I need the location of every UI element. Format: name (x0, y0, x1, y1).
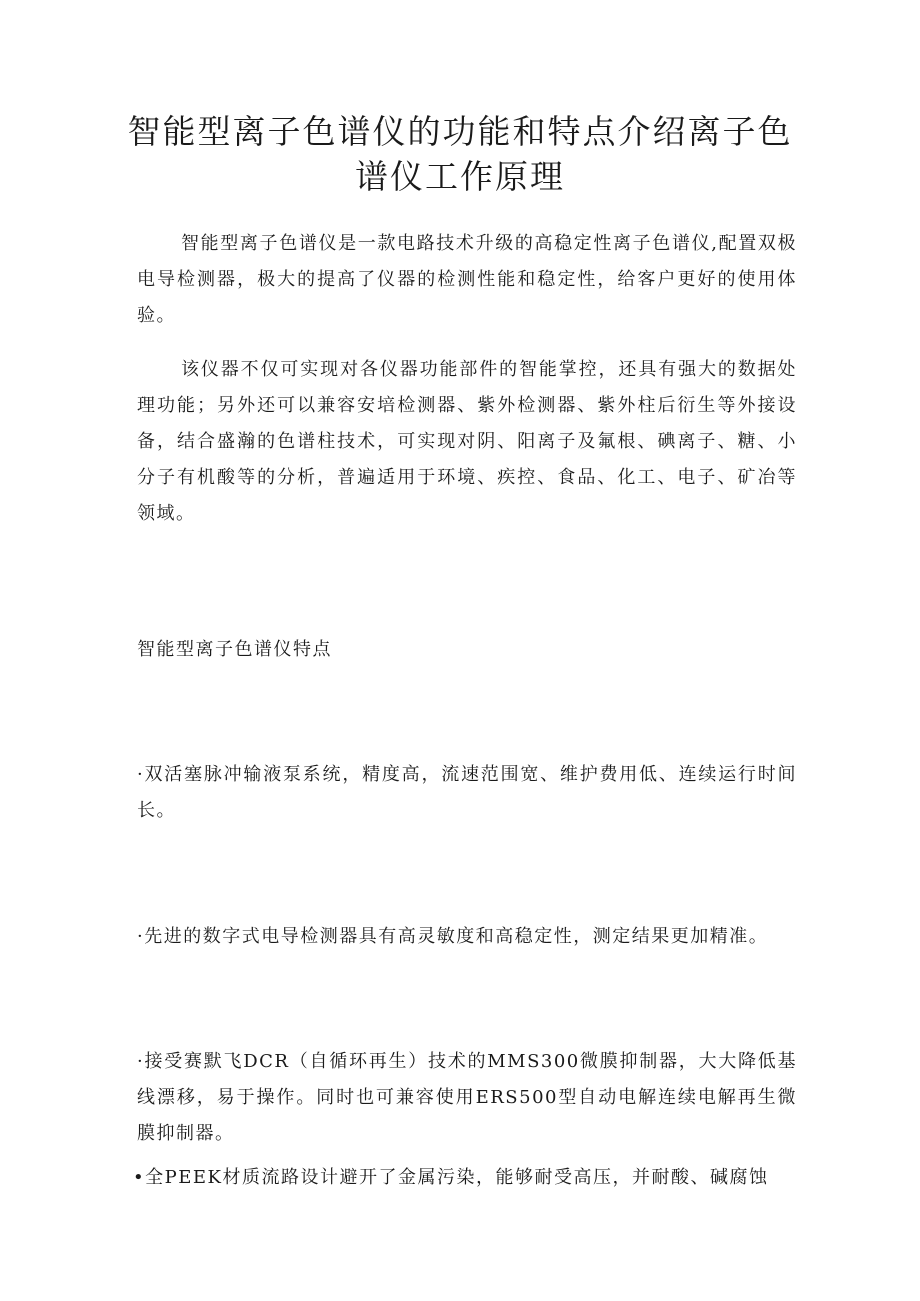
feature-bullet-pump: ·双活塞脉冲输液泵系统，精度高，流速范围宽、维护费用低、连续运行时间长。 (137, 764, 797, 821)
section-heading: 智能型离子色谱仪特点 (137, 639, 332, 660)
feature-bullet-suppressor: ·接受赛默飞DCR（自循环再生）技术的MMS300微膜抑制器，大大降低基线漂移，易于操作。同时也可兼容使用ERS500型自动电解连续电解再生微膜抑制器。 (137, 1051, 797, 1144)
feature-bullet-peek: •全PEEK材质流路设计避开了金属污染，能够耐受高压，并耐酸、碱腐蚀 (133, 1167, 769, 1188)
feature-bullet-detector: ·先进的数字式电导检测器具有高灵敏度和高稳定性，测定结果更加精准。 (137, 926, 769, 947)
intro-paragraph: 智能型离子色谱仪是一款电路技术升级的高稳定性离子色谱仪,配置双极电导检测器，极大的提高了仪器的检测性能和稳定性，给客户更好的使用体验。 (137, 233, 797, 326)
document-title-line-2: 谱仪工作原理 (355, 157, 565, 196)
function-paragraph: 该仪器不仅可实现对各仪器功能部件的智能掌控，还具有强大的数据处理功能；另外还可以兼容安培检测器、紫外检测器、紫外柱后衍生等外接设备，结合盛瀚的色谱柱技术，可实现对阴、阳离子及氟根、碘离子、糖、小分子有机酸等的分析，普遍适用于环境、疾控、食品、化工、电子、矿冶等领域。 (137, 359, 797, 524)
document-title-line-1: 智能型离子色谱仪的功能和特点介绍离子色 (127, 112, 793, 151)
